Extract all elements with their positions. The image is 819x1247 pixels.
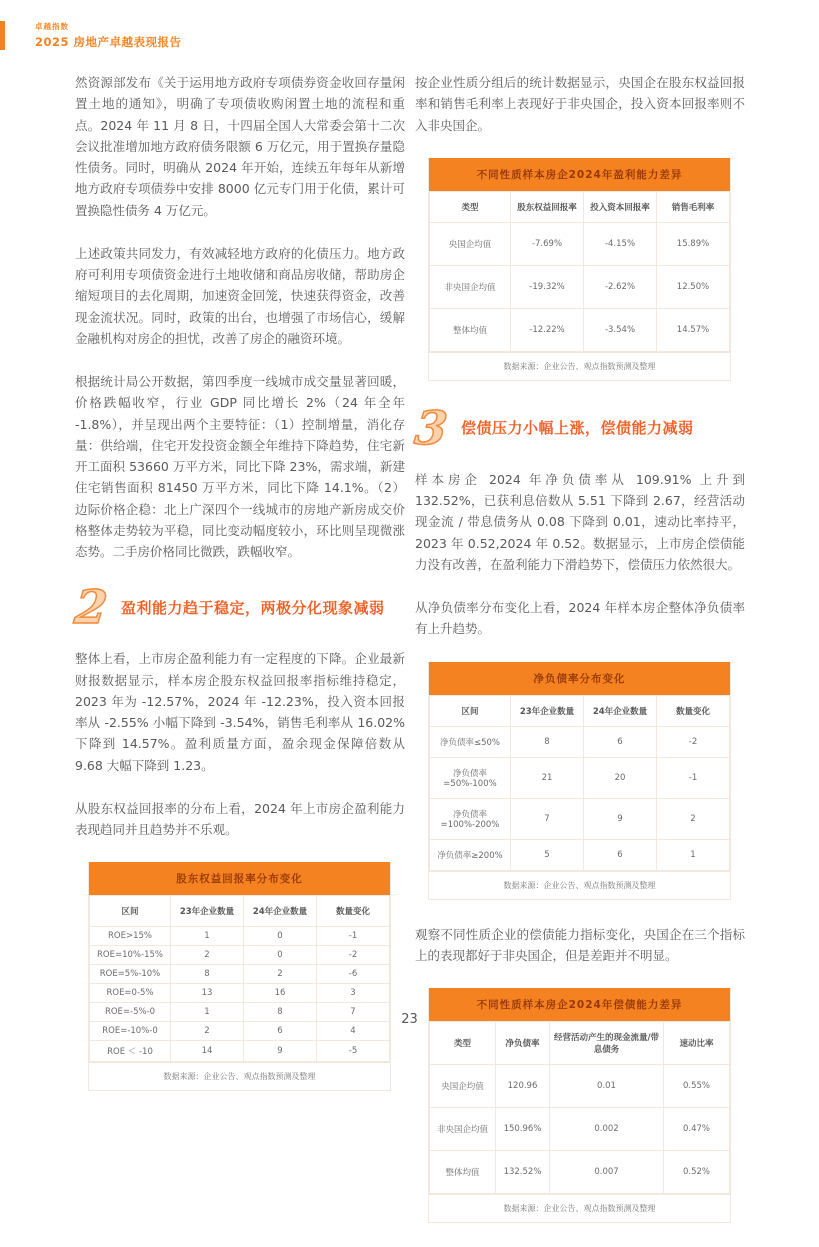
section-number: 3	[412, 400, 450, 455]
table-cell: ROE=-5%-0	[90, 1003, 171, 1022]
table-row	[90, 927, 390, 946]
table-row	[430, 222, 730, 265]
table-cell: 5	[511, 839, 584, 870]
table-row	[430, 839, 730, 870]
table-cell: -2	[317, 946, 390, 965]
table-cell: 8	[244, 1003, 317, 1022]
table-header-row	[90, 896, 390, 927]
table-source-note: 数据来源：企业公告、观点指数预测及整理	[89, 1062, 390, 1090]
table-cell: 2	[657, 798, 730, 839]
table-cell: 150.96%	[496, 1108, 550, 1151]
table-cell: 6	[244, 1022, 317, 1041]
table-cell: 9	[584, 798, 657, 839]
data-table	[429, 1021, 730, 1194]
roe-distribution-table	[88, 862, 391, 1091]
table-cell: 132.52%	[496, 1151, 550, 1194]
table-cell: 0.47%	[664, 1108, 730, 1151]
brand-subtitle: 卓越指数	[35, 22, 69, 31]
table-cell: 0.007	[550, 1151, 664, 1194]
section-title: 盈利能力趋于稳定，两极分化现象减弱	[121, 598, 385, 617]
table-cell: 7	[317, 1003, 390, 1022]
table-cell: 2	[171, 946, 244, 965]
table-row	[430, 798, 730, 839]
table-cell: -19.32%	[511, 265, 584, 308]
table-cell: -2.62%	[584, 265, 657, 308]
table-cell: 2	[171, 1022, 244, 1041]
table-cell: 0	[244, 927, 317, 946]
data-table	[429, 695, 730, 871]
table-cell: 20	[584, 757, 657, 798]
table-cell: -3.54%	[584, 308, 657, 351]
column-header: 销售毛利率	[657, 191, 730, 222]
table-row	[430, 1065, 730, 1108]
table-cell: ROE=10%-15%	[90, 946, 171, 965]
table-cell: -1	[657, 757, 730, 798]
section-number: 2	[72, 580, 110, 635]
table-cell: 1	[657, 839, 730, 870]
paragraph: 整体上看，上市房企盈利能力有一定程度的下降。企业最新财报数据显示，样本房企股东权益回报率指标维持稳定，2023 年为 -12.57%，2024 年 -12.23%，投入资本回报率从 -2.55% 小幅下降到 -3.54%，销售毛利率从 16.02% 下降到 14.57%。盈利质量方面，盈余现金保障倍数从 9.68 大幅下降到 1.23。	[75, 651, 405, 773]
table-title: 不同性质样本房企2024年偿债能力差异	[429, 988, 730, 1021]
page-number: 23	[401, 1012, 418, 1027]
column-header: 类型	[430, 1022, 496, 1065]
table-header-row	[430, 1022, 730, 1065]
table-cell: 2	[244, 965, 317, 984]
table-cell: 非央国企均值	[430, 1108, 496, 1151]
table-cell: 净负债率=100%-200%	[430, 798, 511, 839]
table-title: 净负债率分布变化	[429, 662, 730, 695]
table-cell: ROE ＜ -10	[90, 1041, 171, 1062]
table-cell: 14	[171, 1041, 244, 1062]
table-cell: 21	[511, 757, 584, 798]
paragraph: 然资源部发布《关于运用地方政府专项债券资金收回存量闲置土地的通知》，明确了专项债收购闲置土地的流程和重点。2024 年 11 月 8 日，十四届全国人大常委会第十二次会议批准增加地方政府债务限额 6 万亿元，用于置换存量隐性债务。同时，明确从 2024 年开始，连续五年每年从新增地方政府专项债券中安排 8000 亿元专门用于化债，累计可置换隐性债务 4 万亿元。	[75, 75, 405, 218]
column-header: 数量变化	[317, 896, 390, 927]
table-cell: 4	[317, 1022, 390, 1041]
table-cell: 0.01	[550, 1065, 664, 1108]
table-cell: ROE=5%-10%	[90, 965, 171, 984]
table-cell: 0.002	[550, 1108, 664, 1151]
table-cell: -7.69%	[511, 222, 584, 265]
paragraph: 从股东权益回报率的分布上看，2024 年上市房企盈利能力表现趋同并且趋势并不乐观。	[75, 800, 405, 837]
right-column	[412, 72, 745, 1247]
column-header: 净负债率	[496, 1022, 550, 1065]
column-header: 23年企业数量	[511, 695, 584, 726]
table-row	[430, 265, 730, 308]
table-cell: 净负债率≤50%	[430, 726, 511, 757]
paragraph: 从净负债率分布变化上看，2024 年样本房企整体净负债率有上升趋势。	[415, 600, 745, 637]
column-header: 股东权益回报率	[511, 191, 584, 222]
section-heading-2	[72, 580, 405, 635]
table-cell: ROE=-10%-0	[90, 1022, 171, 1041]
paragraph: 观察不同性质企业的偿债能力指标变化，央国企在三个指标上的表现都好于非央国企，但是差距并不明显。	[415, 926, 745, 963]
table-row	[430, 757, 730, 798]
table-cell: 整体均值	[430, 1151, 496, 1194]
table-cell: 9	[244, 1041, 317, 1062]
table-row	[430, 726, 730, 757]
column-header: 24年企业数量	[584, 695, 657, 726]
column-header: 数量变化	[657, 695, 730, 726]
table-cell: 净负债率≥200%	[430, 839, 511, 870]
table-cell: 15.89%	[657, 222, 730, 265]
column-header: 区间	[90, 896, 171, 927]
column-header: 类型	[430, 191, 511, 222]
table-cell: 13	[171, 984, 244, 1003]
table-cell: 8	[511, 726, 584, 757]
table-header-row	[430, 695, 730, 726]
column-header: 速动比率	[664, 1022, 730, 1065]
column-header: 经营活动产生的现金流量/带息债务	[550, 1022, 664, 1065]
table-cell: -12.22%	[511, 308, 584, 351]
table-cell: ROE>15%	[90, 927, 171, 946]
table-cell: 净负债率=50%-100%	[430, 757, 511, 798]
table-cell: 整体均值	[430, 308, 511, 351]
table-title: 股东权益回报率分布变化	[89, 862, 390, 895]
table-source-note: 数据来源：企业公告、观点指数预测及整理	[429, 352, 730, 380]
table-cell: 1	[171, 1003, 244, 1022]
section-heading-3	[412, 400, 745, 455]
column-header: 投入资本回报率	[584, 191, 657, 222]
table-cell: 6	[584, 726, 657, 757]
table-row	[430, 308, 730, 351]
table-cell: 0.55%	[664, 1065, 730, 1108]
paragraph: 上述政策共同发力，有效减轻地方政府的化债压力。地方政府可利用专项债资金进行土地收储和商品房收储，帮助房企缩短项目的去化周期，加速资金回笼，快速获得资金，改善现金流状况。同时，政策的出台，也增强了市场信心，缓解金融机构对房企的担忧，改善了房企的融资环境。	[75, 245, 405, 346]
table-cell: -6	[317, 965, 390, 984]
page-content	[72, 72, 745, 1247]
table-row	[90, 1041, 390, 1062]
table-cell: 1	[171, 927, 244, 946]
table-cell: 0	[244, 946, 317, 965]
table-cell: 14.57%	[657, 308, 730, 351]
section-title: 偿债压力小幅上涨，偿债能力减弱	[461, 419, 694, 438]
table-cell: 央国企均值	[430, 1065, 496, 1108]
column-header: 区间	[430, 695, 511, 726]
table-cell: -1	[317, 927, 390, 946]
table-row	[90, 984, 390, 1003]
table-cell: 120.96	[496, 1065, 550, 1108]
left-column	[72, 72, 405, 1247]
table-cell: 12.50%	[657, 265, 730, 308]
data-table	[89, 895, 390, 1062]
paragraph: 样本房企 2024 年净负债率从 109.91% 上升到 132.52%，已获利息倍数从 5.51 下降到 2.67，经营活动现金流 / 带息债务从 0.08 下降到 0.01，速动比率持平，2023 年 0.52,2024 年 0.52。数据显示，上市房企偿债能力没有改善，在盈利能力下滑趋势下，偿债压力依然很大。	[415, 471, 745, 572]
table-row	[430, 1108, 730, 1151]
paragraph: 按企业性质分组后的统计数据显示，央国企在股东权益回报率和销售毛利率上表现好于非央国企，投入资本回报率则不入非央国企。	[415, 75, 745, 133]
table-cell: 3	[317, 984, 390, 1003]
brand-accent-bar	[0, 21, 5, 50]
profitability-diff-table	[428, 158, 731, 381]
table-cell: 非央国企均值	[430, 265, 511, 308]
paragraph: 根据统计局公开数据，第四季度一线城市成交量显著回暖，价格跌幅收窄，行业 GDP 同比增长 2%（24 年全年 -1.8%），并呈现出两个主要特征：（1）控制增量，消化存量：供给端，住宅开发投资金额全年维持下降趋势，住宅新开工面积 53660 万平方米，同比下降 23%，需求端，新建住宅销售面积 81450 万平方米，同比下降 14.1%。（2）边际价格企稳：北上广深四个一线城市的房地产新房成交价格整体走势较为平稳，同比变动幅度较小，环比则呈现微涨态势。二手房价格同比微跌，跌幅收窄。	[75, 374, 405, 559]
table-cell: 8	[171, 965, 244, 984]
column-header: 23年企业数量	[171, 896, 244, 927]
table-row	[430, 1151, 730, 1194]
table-source-note: 数据来源：企业公告、观点指数预测及整理	[429, 871, 730, 899]
table-cell: 0.52%	[664, 1151, 730, 1194]
report-title: 2025 房地产卓越表现报告	[35, 35, 182, 49]
table-row	[90, 965, 390, 984]
table-cell: 央国企均值	[430, 222, 511, 265]
table-cell: -2	[657, 726, 730, 757]
table-cell: 6	[584, 839, 657, 870]
column-header: 24年企业数量	[244, 896, 317, 927]
table-cell: 7	[511, 798, 584, 839]
table-row	[90, 946, 390, 965]
data-table	[429, 191, 730, 352]
table-cell: ROE=0-5%	[90, 984, 171, 1003]
net-gearing-distribution-table	[428, 662, 731, 900]
table-cell: 16	[244, 984, 317, 1003]
table-header-row	[430, 191, 730, 222]
table-source-note: 数据来源：企业公告、观点指数预测及整理	[429, 1194, 730, 1222]
table-title: 不同性质样本房企2024年盈利能力差异	[429, 158, 730, 191]
report-header	[0, 21, 182, 50]
table-cell: -5	[317, 1041, 390, 1062]
table-cell: -4.15%	[584, 222, 657, 265]
